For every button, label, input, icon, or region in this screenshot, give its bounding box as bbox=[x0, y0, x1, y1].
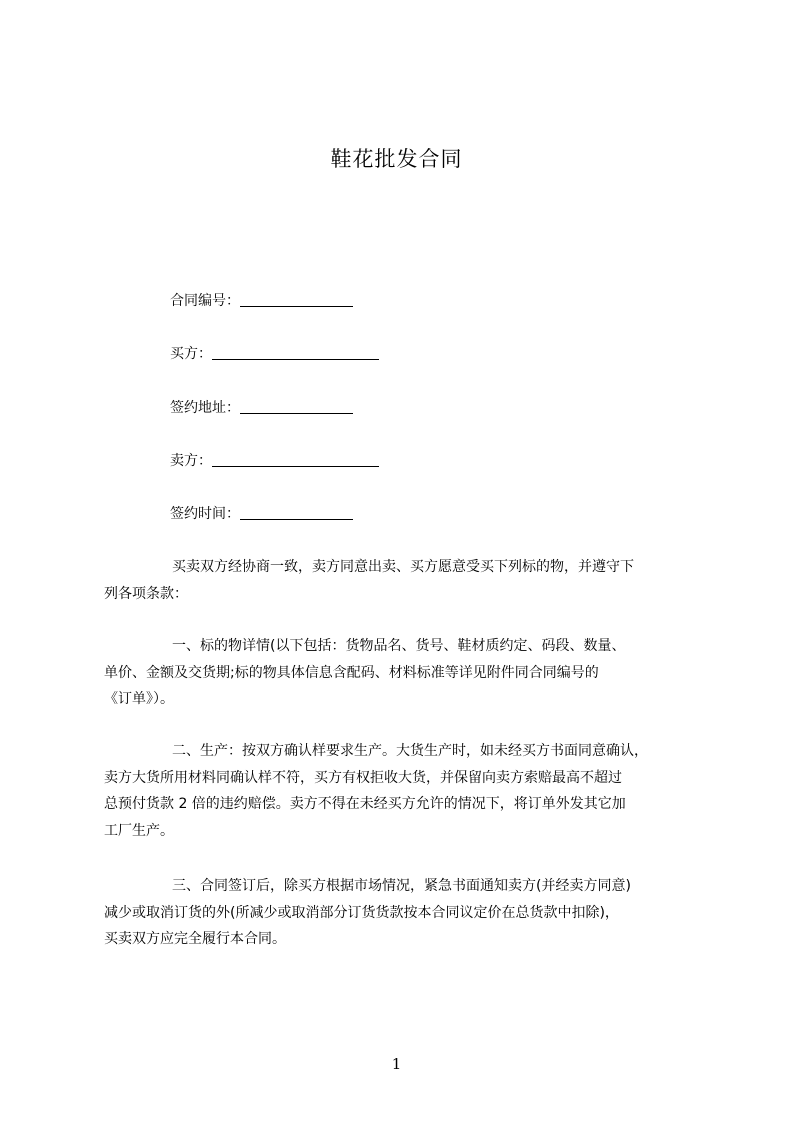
field-label: 买方： bbox=[170, 346, 212, 362]
paragraph-line: 买卖双方经协商一致，卖方同意出卖、买方愿意受买下列标的物，并遵守下 bbox=[172, 559, 634, 575]
paragraph-line: 二、生产：按双方确认样要求生产。大货生产时，如未经买方书面同意确认， bbox=[172, 743, 648, 759]
paragraph-line: 买卖双方应完全履行本合同。 bbox=[104, 931, 286, 947]
field-label: 合同编号： bbox=[170, 293, 240, 309]
signing-time-field bbox=[170, 504, 353, 524]
blank-line bbox=[212, 452, 379, 467]
paragraph-line: 一、标的物详情(以下包括：货物品名、货号、鞋材质约定、码段、数量、 bbox=[172, 638, 626, 654]
page-number: 1 bbox=[391, 1055, 402, 1073]
document-title: 鞋花批发合同 bbox=[330, 147, 463, 171]
field-label: 卖方： bbox=[170, 453, 212, 469]
paragraph-line: 减少或取消订货的外(所减少或取消部分订货货款按本合同议定价在总货款中扣除)， bbox=[104, 904, 619, 921]
blank-line bbox=[240, 399, 353, 414]
field-label: 签约地址： bbox=[170, 400, 240, 416]
paragraph-line: 单价、金额及交货期;标的物具体信息含配码、材料标准等详见附件同合同编号的 bbox=[104, 664, 599, 681]
paragraph-line: 总预付货款 2 倍的违约赔偿。卖方不得在未经买方允许的情况下，将订单外发其它加 bbox=[104, 796, 626, 812]
paragraph-line: 《订单》）。 bbox=[104, 691, 174, 707]
blank-line bbox=[240, 292, 353, 307]
field-label: 签约时间： bbox=[170, 506, 240, 522]
paragraph-line: 工厂生产。 bbox=[104, 822, 174, 839]
signing-address-field bbox=[170, 398, 353, 418]
clause-1-paragraph bbox=[104, 633, 700, 713]
paragraph-line: 列各项条款： bbox=[104, 585, 188, 602]
paragraph-line: 卖方大货所用材料同确认样不符，买方有权拒收大货，并保留向卖方索赔最高不超过 bbox=[104, 769, 622, 786]
buyer-field bbox=[170, 344, 379, 364]
contract-number-field bbox=[170, 291, 353, 311]
clause-3-paragraph bbox=[104, 873, 700, 953]
paragraph-line: 三、合同签订后，除买方根据市场情况，紧急书面通知卖方(并经卖方同意) bbox=[172, 878, 631, 894]
seller-field bbox=[170, 451, 379, 471]
blank-line bbox=[212, 345, 379, 360]
clause-2-paragraph bbox=[104, 738, 700, 844]
blank-line bbox=[240, 505, 353, 520]
intro-paragraph bbox=[104, 554, 700, 607]
